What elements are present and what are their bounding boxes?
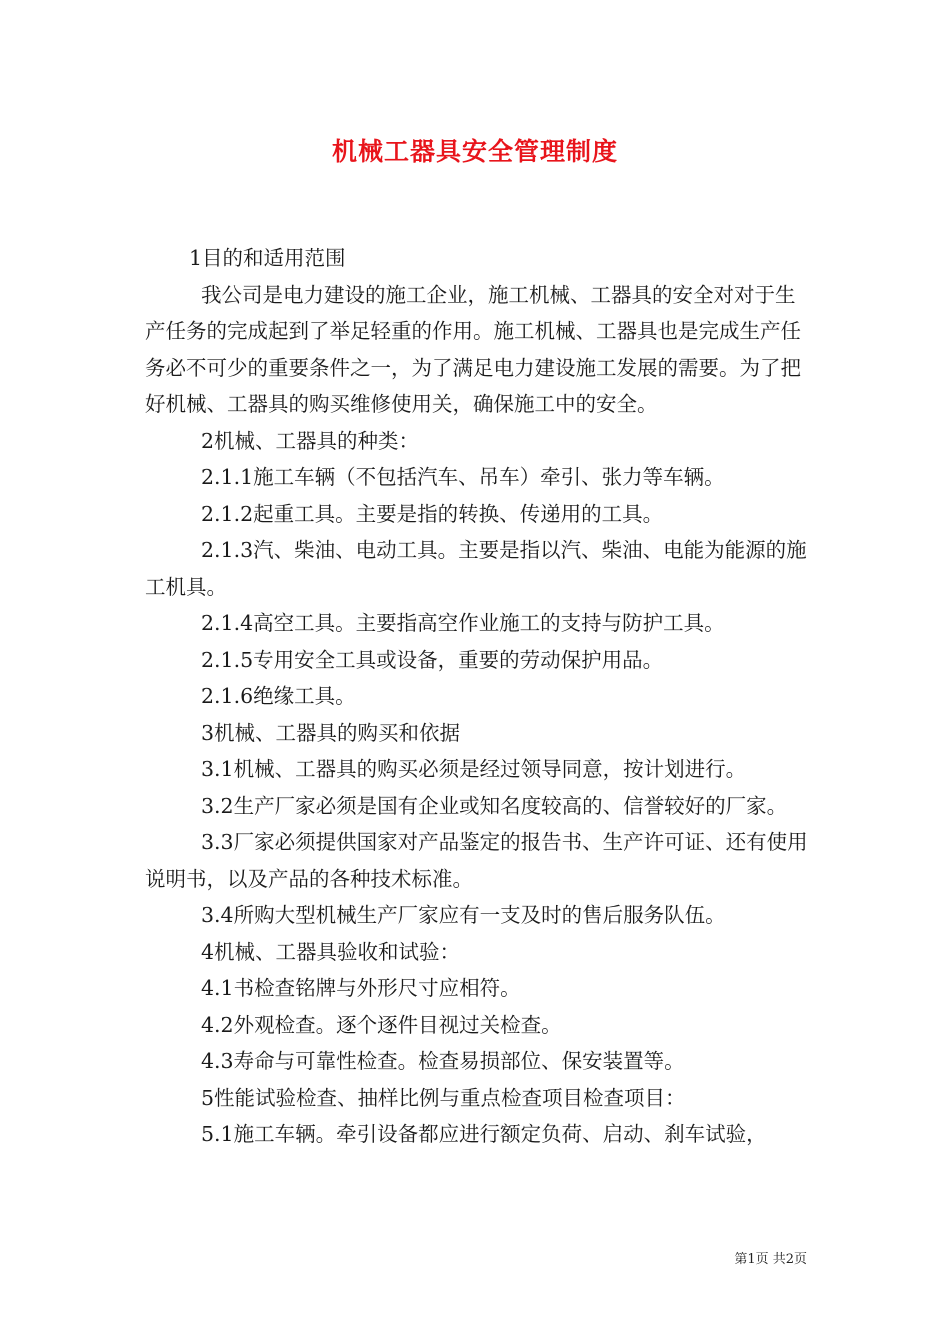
list-item: 4.2外观检查。逐个逐件目视过关检查。 bbox=[201, 1012, 562, 1037]
list-item: 4.3寿命与可靠性检查。检查易损部位、保安装置等。 bbox=[201, 1049, 685, 1073]
section-heading: 5性能试验检查、抽样比例与重点检查项目检查项目： bbox=[201, 1085, 686, 1110]
list-item: 4.1书检查铭牌与外形尺寸应相符。 bbox=[201, 976, 521, 1000]
paragraph: 我公司是电力建设的施工企业，施工机械、工器具的安全对对于生产任务的完成起到了举足轻重的作用。施工机械、工器具也是完成生产任务必不可少的重要条件之一，为了满足电力建设施工发展的需要。为了把好机械、工器具的购买维修使用关，确保施工中的安全。 bbox=[145, 282, 801, 416]
list-item: 2.1.5专用安全工具或设备，重要的劳动保护用品。 bbox=[201, 647, 664, 672]
section-heading: 2机械、工器具的种类： bbox=[201, 428, 420, 453]
list-item: 2.1.4高空工具。主要指高空作业施工的支持与防护工具。 bbox=[201, 611, 725, 635]
list-item: 2.1.3汽、柴油、电动工具。主要是指以汽、柴油、电能为能源的施工机具。 bbox=[145, 538, 807, 599]
list-item: 2.1.6绝缘工具。 bbox=[201, 684, 356, 708]
list-item: 2.1.2起重工具。主要是指的转换、传递用的工具。 bbox=[201, 501, 664, 526]
list-item: 3.3厂家必须提供国家对产品鉴定的报告书、生产许可证、还有使用说明书，以及产品的各种技术标准。 bbox=[145, 830, 808, 891]
list-item: 3.4所购大型机械生产厂家应有一支及时的售后服务队伍。 bbox=[201, 903, 726, 927]
document-body bbox=[145, 240, 813, 1153]
list-item: 5.1施工车辆。牵引设备都应进行额定负荷、启动、刹车试验， bbox=[201, 1122, 767, 1146]
document-title: 机械工器具安全管理制度 bbox=[331, 137, 618, 166]
list-item: 3.2生产厂家必须是国有企业或知名度较高的、信誉较好的厂家。 bbox=[201, 793, 788, 818]
section-heading: 3机械、工器具的购买和依据 bbox=[201, 720, 461, 745]
list-item: 3.1机械、工器具的购买必须是经过领导同意，按计划进行。 bbox=[201, 757, 747, 781]
section-heading: 1目的和适用范围 bbox=[189, 246, 346, 270]
list-item: 2.1.1施工车辆（不包括汽车、吊车）牵引、张力等车辆。 bbox=[201, 465, 725, 489]
page-number: 第1页 共2页 bbox=[734, 1252, 807, 1267]
section-heading: 4机械、工器具验收和试验： bbox=[201, 939, 461, 964]
